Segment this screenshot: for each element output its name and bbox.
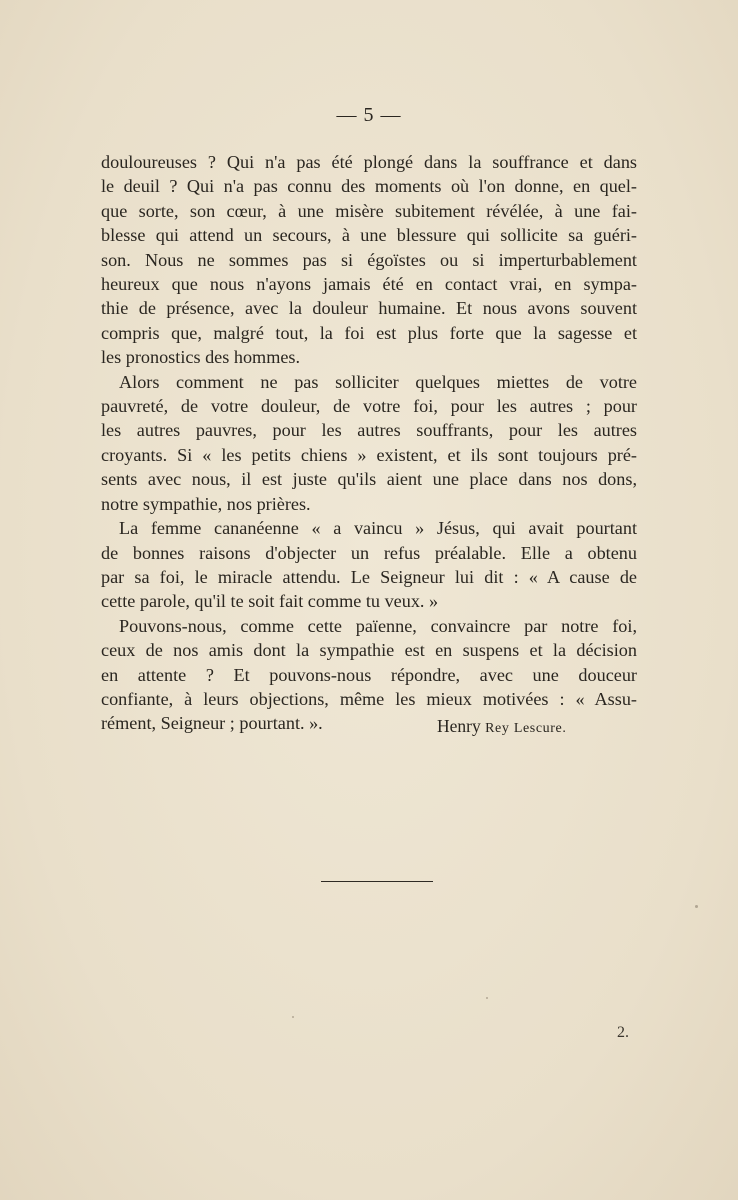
text-line: que sorte, son cœur, à une misère subitement révélée, à une fai- — [101, 200, 637, 221]
text-line: Alors comment ne pas solliciter quelques miettes de votre — [119, 371, 637, 392]
text-line: ceux de nos amis dont la sympathie est en suspens et la décision — [101, 640, 637, 661]
text-line: les autres pauvres, pour les autres souffrants, pour les autres — [101, 420, 637, 441]
text-line: thie de présence, avec la douleur humaine. Et nous avons souvent — [101, 298, 637, 319]
article-body — [101, 150, 637, 736]
text-line: notre sympathie, nos prières. — [101, 493, 311, 514]
page-number: — 5 — — [336, 104, 402, 126]
text-line: sents avec nous, il est juste qu'ils aient une place dans nos dons, — [101, 469, 637, 490]
paragraph-2 — [101, 370, 637, 516]
text-line: de bonnes raisons d'objecter un refus préalable. Elle a obtenu — [101, 542, 637, 563]
author-surname-part1: Rey — [485, 721, 510, 736]
paper-speck — [486, 997, 488, 999]
text-line: douloureuses ? Qui n'a pas été plongé dans la souffrance et dans — [101, 152, 637, 172]
separator-rule — [321, 881, 433, 882]
author-signature — [437, 716, 566, 737]
author-surname-part2: Lescure. — [513, 721, 567, 736]
paragraph-3 — [101, 516, 637, 614]
text-line: cette parole, qu'il te soit fait comme tu veux. » — [101, 591, 439, 612]
text-line: son. Nous ne sommes pas si égoïstes ou si imperturbablement — [101, 249, 637, 270]
text-line: pauvreté, de votre douleur, de votre foi, pour les autres ; pour — [101, 396, 637, 417]
paper-speck — [292, 1016, 294, 1018]
text-line: compris que, malgré tout, la foi est plus forte que la sagesse et — [101, 322, 637, 343]
text-line: par sa foi, le miracle attendu. Le Seigneur lui dit : « A cause de — [101, 566, 637, 587]
text-line: blesse qui attend un secours, à une blessure qui sollicite sa guéri- — [101, 225, 637, 246]
paragraph-1 — [101, 150, 637, 370]
text-line: croyants. Si « les petits chiens » existent, et ils sont toujours pré- — [101, 444, 637, 465]
printer-signature-mark: 2. — [617, 1024, 629, 1041]
paper-speck — [695, 905, 698, 908]
text-line: heureux que nous n'ayons jamais été en contact vrai, en sympa- — [101, 274, 637, 295]
author-first-name: Henry — [437, 716, 481, 736]
text-line: les pronostics des hommes. — [101, 347, 301, 368]
text-line: rément, Seigneur ; pourtant. ». — [101, 713, 323, 734]
text-line: La femme cananéenne « a vaincu » Jésus, qui avait pourtant — [119, 518, 637, 539]
text-line: confiante, à leurs objections, même les mieux motivées : « Assu- — [101, 688, 637, 709]
text-line: le deuil ? Qui n'a pas connu des moments où l'on donne, en quel- — [101, 176, 637, 197]
text-line: en attente ? Et pouvons-nous répondre, avec une douceur — [101, 664, 637, 685]
text-line: Pouvons-nous, comme cette païenne, convaincre par notre foi, — [119, 615, 637, 636]
